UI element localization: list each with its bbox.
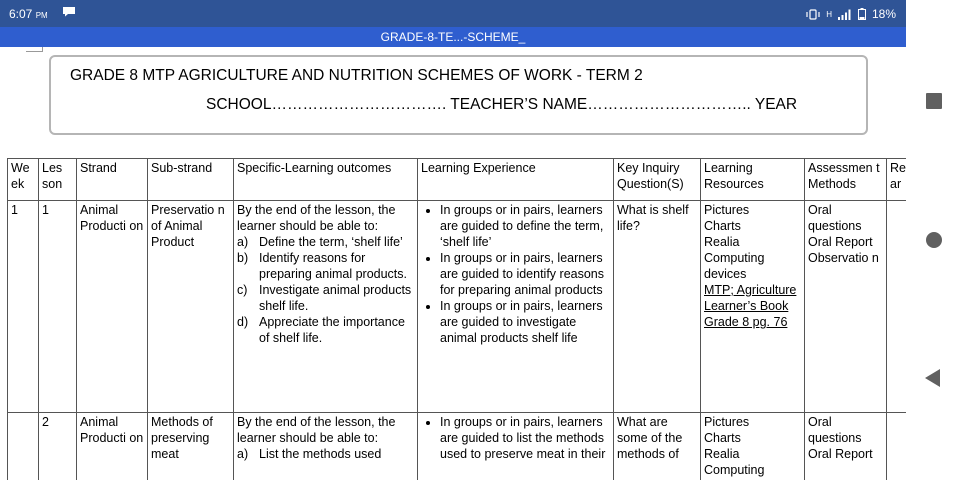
header-substrand: Sub-strand: [148, 159, 234, 201]
experience-item: • In groups or in pairs, learners are guided to identify reasons for preparing animal products: [440, 250, 610, 298]
outcomes-intro: By the end of the lesson, the learner should be able to:: [237, 203, 396, 233]
outcome-item: d) Appreciate the importance of shelf life.: [237, 315, 405, 345]
experience-item: • In groups or in pairs, learners are guided to list the methods used to preserve meat in their: [440, 414, 610, 462]
back-icon[interactable]: [925, 369, 940, 387]
assessment-item: Oral questions: [808, 415, 862, 445]
resource-item: Realia: [704, 447, 740, 461]
status-bar: [0, 0, 906, 27]
document-page[interactable]: [0, 47, 906, 480]
outcome-item: b) Identify reasons for preparing animal products.: [237, 251, 407, 281]
header-week: We ek: [8, 159, 39, 201]
header-remarks: Re ar: [887, 159, 907, 201]
outcomes-intro: By the end of the lesson, the learner should be able to:: [237, 415, 396, 445]
cell-experience: [418, 201, 614, 413]
experience-list: [421, 202, 610, 346]
document-title: GRADE-8-TE...-SCHEME_: [380, 30, 526, 44]
resource-item: Charts: [704, 431, 741, 445]
cell-week: 1: [8, 201, 39, 413]
outcome-item: a) Define the term, ‘shelf life’: [237, 235, 403, 249]
resource-item: Pictures: [704, 203, 750, 217]
assessment-item: Oral Report: [808, 235, 873, 249]
header-inquiry: Key Inquiry Question(S): [614, 159, 701, 201]
resource-item: Computing: [704, 463, 765, 477]
assessment-item: Observatio n: [808, 251, 879, 265]
document-heading: GRADE 8 MTP AGRICULTURE AND NUTRITION SCHEMES OF WORK - TERM 2: [70, 67, 643, 84]
page-corner-mark: [42, 47, 43, 52]
resource-item: Charts: [704, 219, 741, 233]
header-assessment: Assessmen t Methods: [805, 159, 887, 201]
cell-resources: [701, 201, 805, 413]
cell-resources: [701, 413, 805, 480]
assessment-item: Oral questions: [808, 203, 862, 233]
cell-lesson: 1: [39, 201, 77, 413]
table-header-row: [8, 159, 907, 201]
vibrate-icon: [806, 9, 820, 20]
cell-strand: Animal Producti on: [77, 413, 148, 480]
resource-item: Realia: [704, 235, 740, 249]
home-icon[interactable]: [926, 232, 942, 248]
message-notification-icon: [62, 6, 76, 17]
resource-item: Pictures: [704, 415, 750, 429]
assessment-item: Oral Report: [808, 447, 873, 461]
signal-icon: [838, 9, 852, 20]
cell-inquiry: What is shelf life?: [614, 201, 701, 413]
cell-substrand: Methods of preserving meat: [148, 413, 234, 480]
cell-week: [8, 413, 39, 480]
resource-link[interactable]: MTP; Agriculture Learner’s Book Grade 8 pg. 76: [704, 283, 797, 329]
cell-outcomes: [234, 201, 418, 413]
header-strand: Strand: [77, 159, 148, 201]
cell-inquiry: What are some of the methods of: [614, 413, 701, 480]
outcome-item: a) List the methods used: [237, 447, 382, 461]
page-corner-mark: [26, 51, 42, 52]
cell-lesson: 2: [39, 413, 77, 480]
cell-assessment: [805, 413, 887, 480]
outcomes-list: [237, 446, 414, 462]
header-box: [49, 55, 868, 135]
cell-substrand: Preservatio n of Animal Product: [148, 201, 234, 413]
battery-level: 18%: [871, 7, 896, 21]
outcomes-list: [237, 234, 414, 346]
status-indicators: [806, 7, 896, 21]
network-type: H: [826, 9, 832, 19]
header-resources: Learning Resources: [701, 159, 805, 201]
recent-apps-icon[interactable]: [926, 93, 942, 109]
document-title-bar[interactable]: [0, 27, 906, 47]
resource-item: Computing devices: [704, 251, 765, 281]
cell-remarks: [887, 201, 907, 413]
header-lesson: Les son: [39, 159, 77, 201]
cell-assessment: [805, 201, 887, 413]
table-row: [8, 201, 907, 413]
experience-item: • In groups or in pairs, learners are guided to investigate animal products shelf life: [440, 298, 610, 346]
scheme-of-work-table: [7, 158, 906, 480]
table-row: [8, 413, 907, 480]
header-experience: Learning Experience: [418, 159, 614, 201]
cell-experience: [418, 413, 614, 480]
header-outcomes: Specific-Learning outcomes: [234, 159, 418, 201]
cell-outcomes: [234, 413, 418, 480]
experience-item: • In groups or in pairs, learners are guided to define the term, ‘shelf life’: [440, 202, 610, 250]
outcome-item: c) Investigate animal products shelf life.: [237, 283, 412, 313]
status-time: 6:07 PM: [9, 7, 48, 21]
cell-strand: Animal Producti on: [77, 201, 148, 413]
school-teacher-line: SCHOOL……………………………. TEACHER’S NAME………………………….. YEAR: [206, 96, 798, 113]
cell-remarks: [887, 413, 907, 480]
experience-list: [421, 414, 610, 462]
battery-icon: [858, 8, 866, 20]
